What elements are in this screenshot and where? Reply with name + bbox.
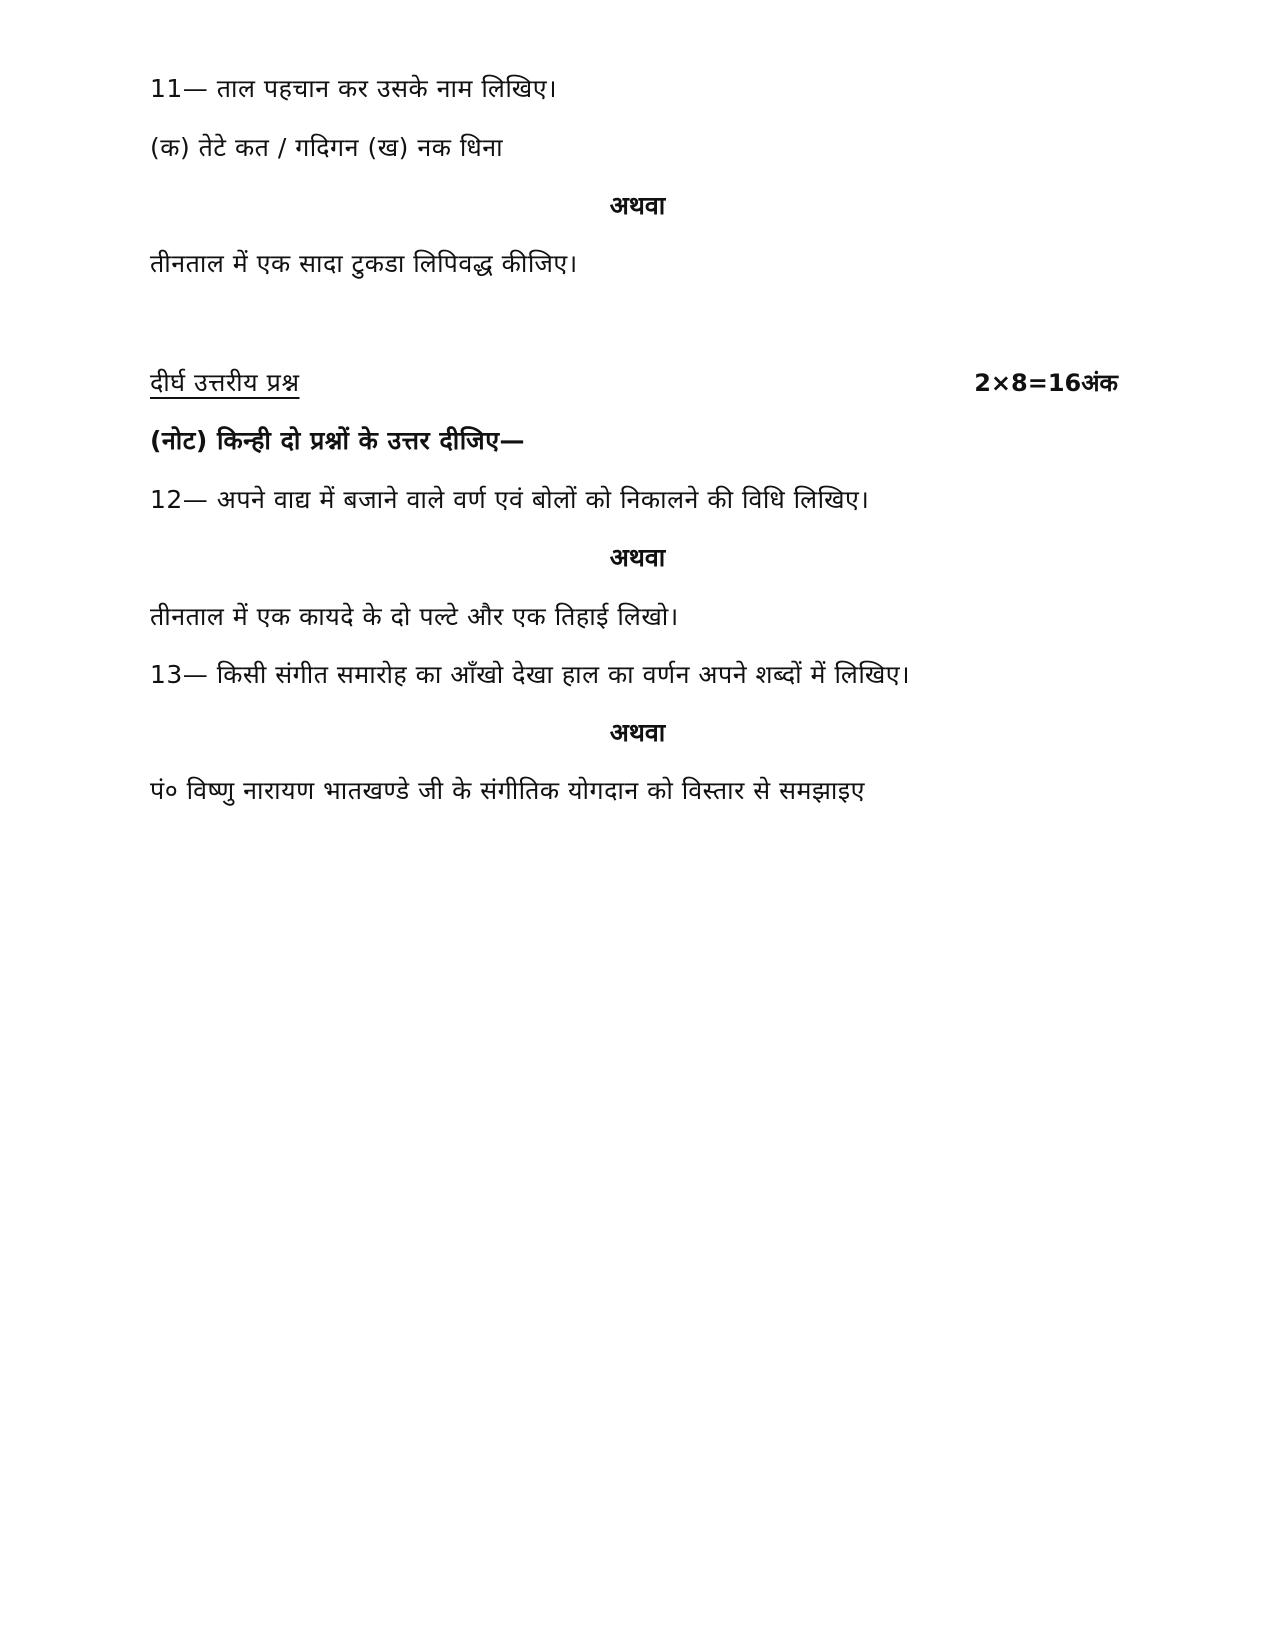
question-12-alternative: तीनताल में एक कायदे के दो पल्टे और एक तिहाई लिखो। [150, 602, 679, 631]
question-11-alternative: तीनताल में एक सादा टुकडा लिपिवद्ध कीजिए। [150, 249, 578, 278]
question-13: 13— किसी संगीत समारोह का आँखो देखा हाल का वर्णन अपने शब्दों में लिखिए। [150, 660, 911, 689]
question-12: 12— अपने वाद्य में बजाने वाले वर्ण एवं बोलों को निकालने की विधि लिखिए। [150, 485, 870, 514]
or-divider-13: अथवा [609, 718, 666, 747]
or-divider-11: अथवा [609, 191, 666, 220]
or-divider-12: अथवा [609, 543, 666, 572]
question-11: 11— ताल पहचान कर उसके नाम लिखिए। [150, 74, 558, 103]
section-note: (नोट) किन्ही दो प्रश्नों के उत्तर दीजिए— [150, 426, 526, 455]
section-marks: 2×8=16अंक [974, 369, 1118, 397]
question-11-options: (क) तेटे कत / गदिगन (ख) नक धिना [150, 133, 504, 162]
question-13-alternative: पं० विष्णु नारायण भातखण्डे जी के संगीतिक योगदान को विस्तार से समझाइए [150, 776, 865, 805]
section-heading: दीर्घ उत्तरीय प्रश्न [150, 368, 300, 397]
